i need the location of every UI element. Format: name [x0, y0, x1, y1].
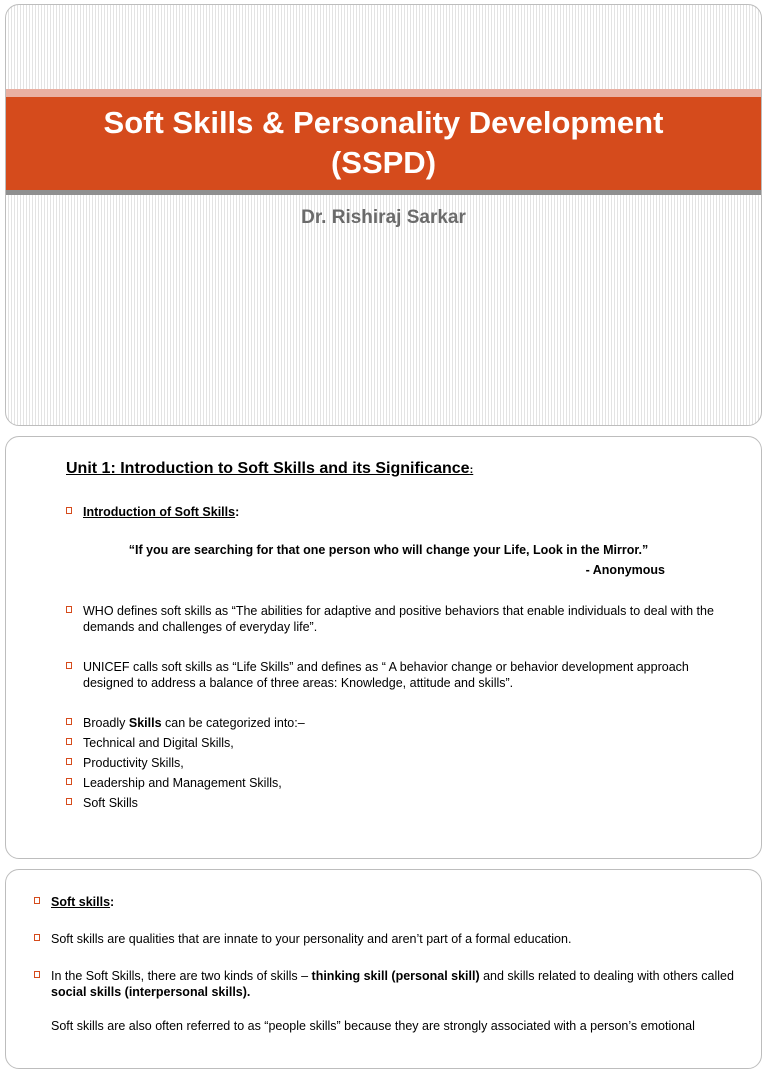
- bullet-square-icon: [66, 606, 72, 613]
- unit-heading-colon: :: [469, 464, 474, 476]
- bullet-who: [83, 603, 733, 635]
- title-band: [6, 97, 761, 190]
- category-item: [83, 755, 184, 771]
- bullet-square-icon: [34, 971, 40, 978]
- bullet-kinds: [51, 968, 741, 1000]
- title-band-shadow: [6, 190, 761, 195]
- category-label: Leadership and Management Skills,: [83, 776, 282, 790]
- bullet-square-icon: [34, 934, 40, 941]
- category-label: Technical and Digital Skills,: [83, 736, 234, 750]
- bullet-intro: [83, 504, 239, 520]
- bullet-unicef: [83, 659, 733, 691]
- category-label: Soft Skills: [83, 796, 138, 810]
- qualities-text: Soft skills are qualities that are innate to your personality and aren’t part of a formal education.: [51, 932, 572, 946]
- bullet-square-icon: [66, 507, 72, 514]
- category-item: [83, 775, 282, 791]
- who-definition: WHO defines soft skills as “The abilities for adaptive and positive behaviors that enable individuals to deal with the demands and challenges of everyday life”.: [83, 604, 714, 634]
- bullet-qualities: [51, 931, 741, 947]
- intro-colon: :: [235, 505, 240, 519]
- bullet-square-icon: [34, 897, 40, 904]
- quote-text: “If you are searching for that one person who will change your Life, Look in the Mirror.”: [128, 543, 649, 557]
- bullet-square-icon: [66, 758, 72, 765]
- bullet-broadly: [83, 715, 305, 731]
- soft-skills-colon: :: [110, 895, 115, 909]
- bullet-square-icon: [66, 778, 72, 785]
- kinds-pre: In the Soft Skills, there are two kinds of skills –: [51, 969, 312, 983]
- category-item: [83, 795, 138, 811]
- soft-skills-slide: [5, 869, 762, 1069]
- slide-title-line1: Soft Skills & Personality Development: [103, 105, 664, 140]
- category-item: [83, 735, 234, 751]
- title-slide: [5, 4, 762, 426]
- bullet-soft-skills: [51, 894, 114, 910]
- unit-heading-text: Unit 1: Introduction to Soft Skills and its Significance: [66, 460, 470, 477]
- kinds-bold-social: social skills (interpersonal skills).: [51, 985, 251, 999]
- unit1-slide: [5, 436, 762, 859]
- unit-heading: [66, 460, 473, 478]
- bullet-square-icon: [66, 738, 72, 745]
- broadly-pre: Broadly: [83, 716, 129, 730]
- broadly-bold: Skills: [128, 716, 162, 730]
- title-band-accent: [6, 89, 761, 97]
- author-name: Dr. Rishiraj Sarkar: [301, 207, 466, 228]
- soft-skills-label: Soft skills: [51, 895, 111, 909]
- intro-label: Introduction of Soft Skills: [83, 505, 236, 519]
- bullet-square-icon: [66, 718, 72, 725]
- quote-author: - Anonymous: [585, 563, 665, 577]
- unicef-definition: UNICEF calls soft skills as “Life Skills” and defines as “ A behavior change or behavior development approach designed to address a balance of three areas: Knowledge, attitude and skills”.: [83, 660, 689, 690]
- category-label: Productivity Skills,: [83, 756, 184, 770]
- bullet-people-skills: [51, 1018, 751, 1034]
- broadly-post: can be categorized into:–: [161, 716, 305, 730]
- bullet-square-icon: [66, 662, 72, 669]
- kinds-bold-thinking: thinking skill (personal skill): [311, 969, 480, 983]
- people-skills-text: Soft skills are also often referred to as “people skills” because they are strongly associated with a person’s emotional: [51, 1019, 695, 1033]
- bullet-square-icon: [66, 798, 72, 805]
- slide-title-line2: (SSPD): [330, 145, 437, 180]
- kinds-mid: and skills related to dealing with others called: [479, 969, 734, 983]
